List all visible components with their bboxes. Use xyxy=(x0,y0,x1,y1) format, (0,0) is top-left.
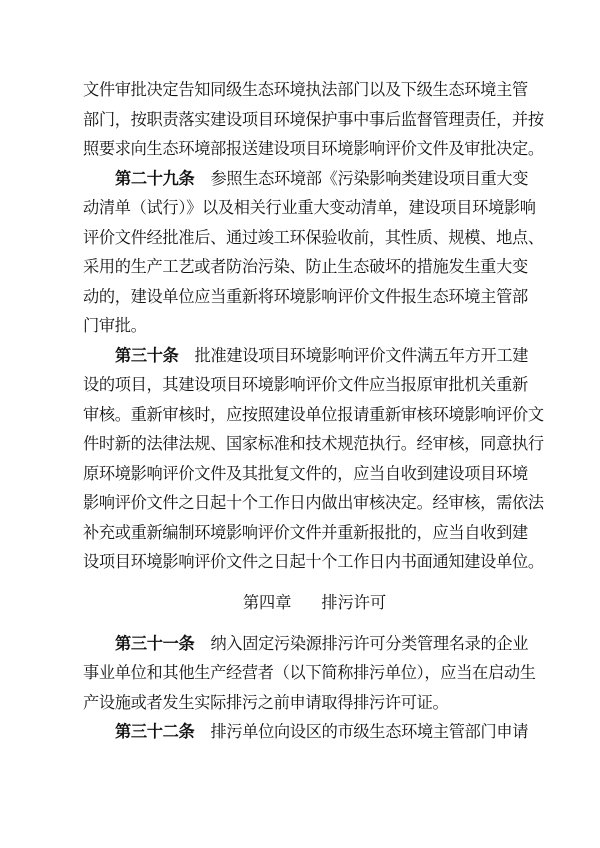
article-29 xyxy=(83,164,546,341)
text-line: 排污单位向设区的市级生态环境主管部门申请 xyxy=(210,722,529,741)
article-31 xyxy=(83,629,546,718)
chapter-title: 排污许可 xyxy=(321,592,387,612)
text-line: 产设施或者发生实际排污之前申请取得排污许可证。 xyxy=(83,692,449,712)
text-line: 照要求向生态环境部报送建设项目环境影响评价文件及审批决定。 xyxy=(83,139,544,158)
text-line-first xyxy=(83,717,546,747)
text-line: 事业单位和其他生产经营者（以下简称排污单位），应当在启动生 xyxy=(83,663,536,682)
text-line: 动的，建设单位应当重新将环境影响评价文件报生态环境主管部 xyxy=(83,286,528,306)
text-line: 审核。重新审核时，应按照建设单位报请重新审核环境影响评价文 xyxy=(83,404,544,424)
text-line: 设项目环境影响评价文件之日起十个工作日内书面通知建设单位。 xyxy=(83,552,544,571)
text-line: 设的项目，其建设项目环境影响评价文件应当报原审批机关重新 xyxy=(83,375,528,394)
text-line: 文件审批决定告知同级生态环境执法部门以及下级生态环境主管 xyxy=(83,80,528,99)
text-line: 纳入固定污染源排污许可分类管理名录的企业 xyxy=(210,633,529,653)
text-line: 原环境影响评价文件及其批复文件的，应当自收到建设项目环境 xyxy=(83,463,528,483)
text-line: 评价文件经批准后、通过竣工环保验收前，其性质、规模、地点、 xyxy=(83,227,544,247)
text-line: 部门，按职责落实建设项目环境保护事中事后监督管理责任，并按 xyxy=(83,109,544,129)
article-heading: 第二十九条 xyxy=(115,168,195,188)
text-line: 补充或重新编制环境影响评价文件并重新报批的，应当自收到建 xyxy=(83,522,528,542)
text-line: 动清单（试行）》以及相关行业重大变动清单，建设项目环境影响 xyxy=(83,198,536,217)
chapter-heading xyxy=(83,583,546,623)
text-line: 采用的生产工艺或者防治污染、防止生态破坏的措施发生重大变 xyxy=(83,257,528,276)
text-line: 门审批。 xyxy=(83,316,147,335)
text-line-first xyxy=(83,164,546,194)
text-line: 参照生态环境部《污染影响类建设项目重大变 xyxy=(210,168,529,188)
text-line: 件时新的法律法规、国家标准和技术规范执行。经审核，同意执行 xyxy=(83,434,544,453)
article-heading: 第三十一条 xyxy=(115,633,195,653)
chapter-number: 第四章 xyxy=(242,592,292,612)
article-heading: 第三十二条 xyxy=(115,722,195,741)
document-page xyxy=(83,75,546,747)
text-line: 影响评价文件之日起十个工作日内做出审核决定。经审核，需依法 xyxy=(83,493,544,512)
article-32 xyxy=(83,717,546,747)
article-heading: 第三十条 xyxy=(115,345,179,365)
text-line: 批准建设项目环境影响评价文件满五年方开工建 xyxy=(194,345,529,365)
text-line-first xyxy=(83,629,546,659)
paragraph-continuation xyxy=(83,75,546,164)
text-line-first xyxy=(83,341,546,371)
article-30 xyxy=(83,341,546,577)
